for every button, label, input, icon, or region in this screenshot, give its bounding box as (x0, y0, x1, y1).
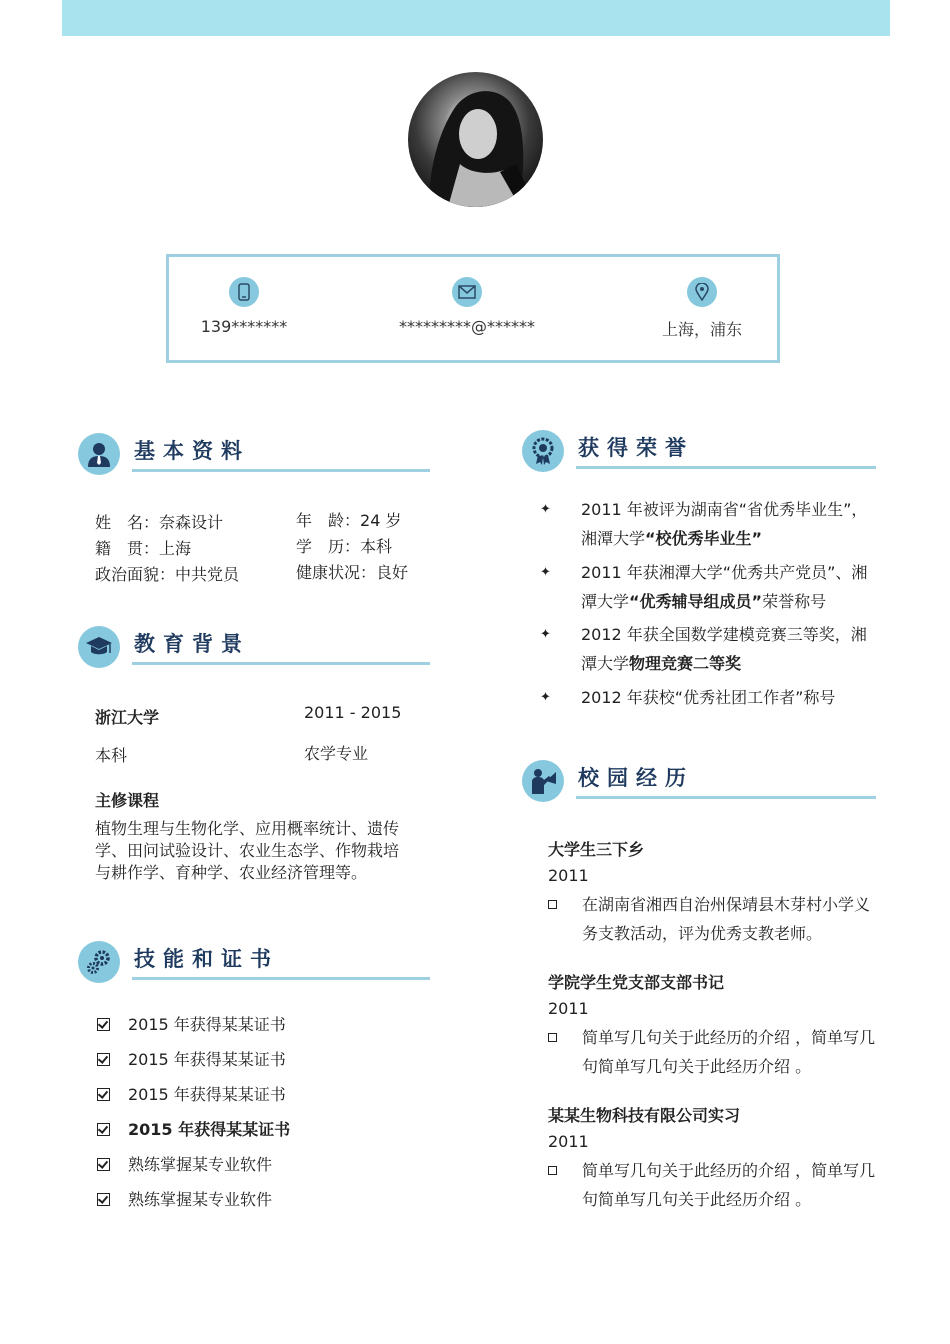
cert-text: 2015 年获得某某证书 (128, 1120, 291, 1139)
cert-item (97, 1187, 272, 1210)
contact-phone (144, 277, 344, 336)
health-label: 健康状况： (296, 563, 377, 582)
honor-item (540, 558, 870, 616)
checkbox-icon (97, 1053, 110, 1066)
name-value: 奈森设计 (159, 513, 224, 532)
star-bullet-icon: ✦ (540, 502, 551, 517)
experience-desc-text: 简单写几句关于此经历的介绍 ，简单写几句简单写几句关于此经历介绍 。 (582, 1161, 876, 1209)
courses-text: 植物生理与生物化学、应用概率统计、遗传学、田问试验设计、农业生态学、作物栽培与耕作学、育种学、农业经济管理等。 (95, 819, 400, 882)
section-divider (132, 977, 430, 980)
top-banner (62, 0, 890, 36)
section-divider (132, 662, 430, 665)
courses-title: 主修课程 (95, 791, 160, 810)
cert-text: 2015 年获得某某证书 (128, 1050, 286, 1069)
contact-email (367, 277, 567, 336)
experience-title: 某某生物科技有限公司实习 (548, 1106, 741, 1125)
checkbox-icon (97, 1123, 110, 1136)
star-bullet-icon: ✦ (540, 627, 551, 642)
section-divider (576, 466, 876, 469)
email-text: *********@****** (399, 317, 535, 336)
location-pin-icon (687, 277, 717, 307)
name-row (95, 510, 223, 533)
degree-row (296, 534, 392, 557)
cert-item (97, 1082, 286, 1105)
origin-row (95, 536, 191, 559)
section-basic-info (78, 433, 430, 473)
cert-item (97, 1152, 272, 1175)
honor-text: 2012 年获全国数学建模竞赛三等奖，湘潭大学 (581, 625, 867, 673)
section-honors (522, 430, 878, 470)
honor-highlight: “优秀辅导组成员” (629, 592, 763, 611)
politics-value: 中共党员 (175, 565, 240, 584)
graduation-cap-icon (78, 626, 120, 668)
degree-level: 本科 (95, 746, 128, 765)
person-icon (78, 433, 120, 475)
honor-text: 2012 年获校“优秀社团工作者”称号 (581, 688, 836, 707)
section-divider (576, 796, 876, 799)
politics-row (95, 562, 239, 585)
honor-suffix: 荣誉称号 (762, 592, 827, 611)
checkbox-icon (97, 1158, 110, 1171)
experience-year: 2011 (548, 999, 589, 1018)
experience-year: 2011 (548, 866, 589, 885)
cert-item (97, 1012, 286, 1035)
cert-text: 熟练掌握某专业软件 (128, 1155, 273, 1174)
phone-icon (229, 277, 259, 307)
experience-title: 学院学生党支部支部书记 (548, 973, 725, 992)
honor-item (540, 683, 870, 712)
phone-text: 139******* (200, 317, 288, 336)
experience-desc (548, 1156, 878, 1214)
location-text: 上海，浦东 (661, 320, 742, 339)
honor-highlight: “校优秀毕业生” (645, 529, 763, 548)
experience-desc (548, 1023, 878, 1081)
speaker-presentation-icon (522, 760, 564, 802)
section-campus (522, 760, 878, 800)
cert-item (97, 1047, 286, 1070)
star-bullet-icon: ✦ (540, 690, 551, 705)
square-bullet-icon (548, 1033, 557, 1042)
section-divider (132, 469, 430, 472)
checkbox-icon (97, 1088, 110, 1101)
section-title: 技能和证书 (134, 947, 279, 971)
section-education (78, 626, 430, 666)
contact-box (166, 254, 780, 363)
section-title: 教育背景 (134, 632, 250, 656)
checkbox-icon (97, 1193, 110, 1206)
name-label: 姓 名： (95, 513, 160, 532)
major: 农学专业 (304, 744, 369, 763)
square-bullet-icon (548, 900, 557, 909)
experience-title: 大学生三下乡 (548, 840, 645, 859)
health-row (296, 560, 408, 583)
honor-item (540, 620, 870, 678)
section-skills (78, 941, 430, 981)
age-label: 年 龄： (296, 511, 361, 530)
profile-photo (408, 72, 543, 207)
age-row (296, 508, 401, 531)
cert-text: 2015 年获得某某证书 (128, 1015, 286, 1034)
mail-icon (452, 277, 482, 307)
honor-highlight: 物理竞赛二等奖 (629, 654, 742, 673)
degree-value: 本科 (360, 537, 393, 556)
section-title: 校园经历 (578, 766, 694, 790)
study-period: 2011 - 2015 (304, 703, 402, 722)
origin-value: 上海 (159, 539, 192, 558)
section-title: 获得荣誉 (578, 436, 694, 460)
checkbox-icon (97, 1018, 110, 1031)
origin-label: 籍 贯： (95, 539, 160, 558)
section-title: 基本资料 (134, 439, 250, 463)
health-value: 良好 (376, 563, 409, 582)
square-bullet-icon (548, 1166, 557, 1175)
degree-label: 学 历： (296, 537, 361, 556)
experience-year: 2011 (548, 1132, 589, 1151)
cert-text: 熟练掌握某专业软件 (128, 1190, 273, 1209)
experience-desc-text: 在湖南省湘西自治州保靖县木芽村小学义 务支教活动，评为优秀支教老师。 (582, 895, 871, 943)
gears-icon (78, 941, 120, 983)
award-medal-icon (522, 430, 564, 472)
politics-label: 政治面貌： (95, 565, 176, 584)
cert-item (97, 1117, 290, 1140)
age-value: 24 岁 (360, 511, 402, 530)
honor-text: 2011 年获湘潭大学“优秀共产党员”、湘潭大学 (581, 563, 868, 611)
experience-desc-text: 简单写几句关于此经历的介绍 ，简单写几句简单写几句关于此经历介绍 。 (582, 1028, 876, 1076)
cert-text: 2015 年获得某某证书 (128, 1085, 286, 1104)
school-name: 浙江大学 (95, 708, 160, 727)
experience-desc (548, 890, 878, 948)
honor-item (540, 495, 870, 553)
contact-location (602, 277, 802, 340)
star-bullet-icon: ✦ (540, 565, 551, 580)
honor-text: 2011 年被评为湖南省“省优秀毕业生”，湘潭大学 (581, 500, 868, 548)
